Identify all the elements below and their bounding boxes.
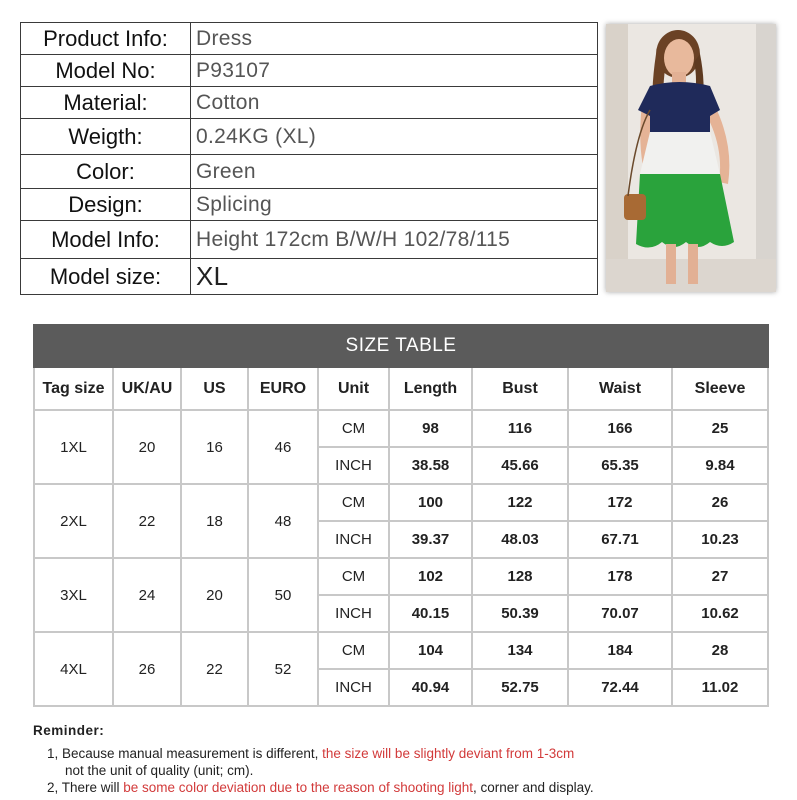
us-cell: 16 bbox=[181, 410, 248, 484]
header-bust: Bust bbox=[472, 367, 568, 410]
info-value: Green bbox=[191, 155, 598, 189]
info-row-weight bbox=[21, 119, 598, 155]
info-row-model-info bbox=[21, 221, 598, 259]
info-row-color bbox=[21, 155, 598, 189]
euro-cell: 50 bbox=[248, 558, 318, 632]
reminder-highlight: be some color deviation due to the reason of shooting light bbox=[123, 780, 474, 795]
info-label: Material: bbox=[21, 87, 191, 119]
reminder-text: 1, Because manual measurement is different, bbox=[47, 746, 323, 761]
length-cell: 38.58 bbox=[389, 447, 472, 484]
bust-cell: 116 bbox=[472, 410, 568, 447]
unit-cell: CM bbox=[318, 558, 389, 595]
reminder-notes bbox=[33, 722, 773, 796]
size-table-title: SIZE TABLE bbox=[34, 325, 768, 367]
info-row-product bbox=[21, 23, 598, 55]
waist-cell: 172 bbox=[568, 484, 672, 521]
info-value: 0.24KG (XL) bbox=[191, 119, 598, 155]
header-unit: Unit bbox=[318, 367, 389, 410]
reminder-line-2 bbox=[33, 779, 773, 796]
unit-cell: INCH bbox=[318, 447, 389, 484]
uk-au-cell: 26 bbox=[113, 632, 181, 706]
length-cell: 40.15 bbox=[389, 595, 472, 632]
info-label: Model No: bbox=[21, 55, 191, 87]
bust-cell: 52.75 bbox=[472, 669, 568, 706]
info-value: P93107 bbox=[191, 55, 598, 87]
info-label: Model Info: bbox=[21, 221, 191, 259]
info-row-model-no bbox=[21, 55, 598, 87]
waist-cell: 65.35 bbox=[568, 447, 672, 484]
sleeve-cell: 11.02 bbox=[672, 669, 768, 706]
bust-cell: 122 bbox=[472, 484, 568, 521]
header-sleeve: Sleeve bbox=[672, 367, 768, 410]
table-row bbox=[34, 484, 768, 521]
waist-cell: 70.07 bbox=[568, 595, 672, 632]
info-label: Design: bbox=[21, 189, 191, 221]
product-info-table bbox=[20, 22, 598, 295]
length-cell: 40.94 bbox=[389, 669, 472, 706]
waist-cell: 67.71 bbox=[568, 521, 672, 558]
waist-cell: 72.44 bbox=[568, 669, 672, 706]
us-cell: 18 bbox=[181, 484, 248, 558]
bust-cell: 50.39 bbox=[472, 595, 568, 632]
sleeve-cell: 26 bbox=[672, 484, 768, 521]
info-value: Cotton bbox=[191, 87, 598, 119]
length-cell: 104 bbox=[389, 632, 472, 669]
unit-cell: CM bbox=[318, 484, 389, 521]
info-row-material bbox=[21, 87, 598, 119]
reminder-line-1 bbox=[33, 745, 773, 762]
length-cell: 102 bbox=[389, 558, 472, 595]
size-table-header-row bbox=[34, 367, 768, 410]
size-table bbox=[33, 324, 769, 707]
bust-cell: 45.66 bbox=[472, 447, 568, 484]
header-euro: EURO bbox=[248, 367, 318, 410]
us-cell: 22 bbox=[181, 632, 248, 706]
table-row bbox=[34, 410, 768, 447]
reminder-line-1-continued: not the unit of quality (unit; cm). bbox=[65, 763, 254, 778]
info-label: Model size: bbox=[21, 259, 191, 295]
tag-size-cell: 1XL bbox=[34, 410, 113, 484]
info-row-design bbox=[21, 189, 598, 221]
info-label: Color: bbox=[21, 155, 191, 189]
tag-size-cell: 2XL bbox=[34, 484, 113, 558]
waist-cell: 166 bbox=[568, 410, 672, 447]
header-tag-size: Tag size bbox=[34, 367, 113, 410]
tag-size-cell: 3XL bbox=[34, 558, 113, 632]
sleeve-cell: 10.23 bbox=[672, 521, 768, 558]
unit-cell: INCH bbox=[318, 521, 389, 558]
length-cell: 98 bbox=[389, 410, 472, 447]
sleeve-cell: 9.84 bbox=[672, 447, 768, 484]
bust-cell: 48.03 bbox=[472, 521, 568, 558]
reminder-text: , corner and display. bbox=[473, 780, 594, 795]
info-label: Product Info: bbox=[21, 23, 191, 55]
length-cell: 39.37 bbox=[389, 521, 472, 558]
length-cell: 100 bbox=[389, 484, 472, 521]
unit-cell: CM bbox=[318, 632, 389, 669]
bust-cell: 128 bbox=[472, 558, 568, 595]
size-table-title-row bbox=[34, 325, 768, 367]
uk-au-cell: 22 bbox=[113, 484, 181, 558]
info-value: Splicing bbox=[191, 189, 598, 221]
header-uk-au: UK/AU bbox=[113, 367, 181, 410]
euro-cell: 48 bbox=[248, 484, 318, 558]
info-row-model-size bbox=[21, 259, 598, 295]
sleeve-cell: 28 bbox=[672, 632, 768, 669]
model-dress-illustration bbox=[606, 24, 776, 292]
waist-cell: 184 bbox=[568, 632, 672, 669]
uk-au-cell: 20 bbox=[113, 410, 181, 484]
table-row bbox=[34, 558, 768, 595]
sleeve-cell: 27 bbox=[672, 558, 768, 595]
euro-cell: 52 bbox=[248, 632, 318, 706]
reminder-highlight: the size will be slightly deviant from 1-3cm bbox=[322, 746, 575, 761]
uk-au-cell: 24 bbox=[113, 558, 181, 632]
unit-cell: CM bbox=[318, 410, 389, 447]
tag-size-cell: 4XL bbox=[34, 632, 113, 706]
waist-cell: 178 bbox=[568, 558, 672, 595]
us-cell: 20 bbox=[181, 558, 248, 632]
table-row bbox=[34, 632, 768, 669]
unit-cell: INCH bbox=[318, 669, 389, 706]
header-waist: Waist bbox=[568, 367, 672, 410]
bust-cell: 134 bbox=[472, 632, 568, 669]
sleeve-cell: 10.62 bbox=[672, 595, 768, 632]
sleeve-cell: 25 bbox=[672, 410, 768, 447]
reminder-title: Reminder: bbox=[33, 723, 105, 738]
model-photo bbox=[606, 24, 776, 292]
info-value: XL bbox=[191, 259, 598, 295]
header-length: Length bbox=[389, 367, 472, 410]
info-value: Dress bbox=[191, 23, 598, 55]
euro-cell: 46 bbox=[248, 410, 318, 484]
unit-cell: INCH bbox=[318, 595, 389, 632]
reminder-text: 2, There will bbox=[47, 780, 124, 795]
info-value: Height 172cm B/W/H 102/78/115 bbox=[191, 221, 598, 259]
header-us: US bbox=[181, 367, 248, 410]
info-label: Weigth: bbox=[21, 119, 191, 155]
